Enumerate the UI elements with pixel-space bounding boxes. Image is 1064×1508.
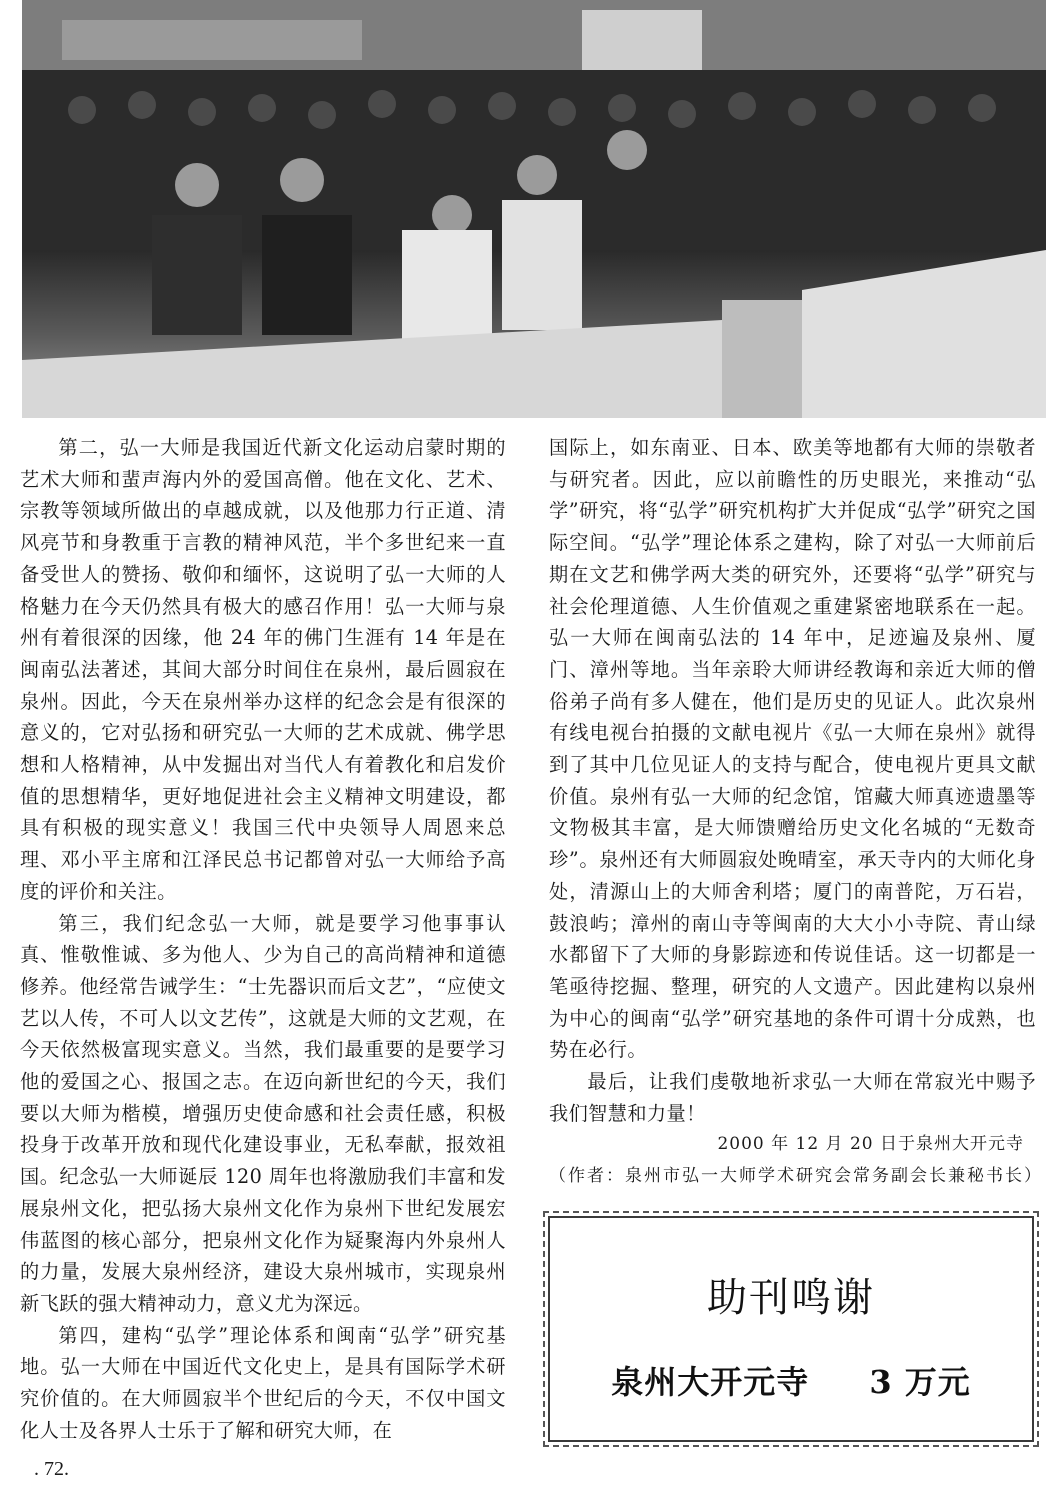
- meeting-photo: [22, 0, 1046, 418]
- paragraph-fourth: 第四，建构“弘学”理论体系和闽南“弘学”研究基地。弘一大师在中国近代文化史上，是具有国际学术研究价值的。在大师圆寂半个世纪后的今天，不仅中国文化人士及各界人士乐于了解和研究大师，在: [20, 1323, 506, 1442]
- meeting-photo-graphic: [22, 0, 1046, 418]
- acknowledgement-box: [548, 1216, 1034, 1442]
- donation-amount: 3 万元: [869, 1363, 971, 1401]
- donor-name: 泉州大开元寺: [611, 1363, 810, 1401]
- author-note: （作者：泉州市弘一大师学术研究会常务副会长兼秘书长）: [549, 1166, 1043, 1187]
- right-text-column: [549, 432, 1043, 1191]
- left-text-column: [20, 432, 506, 1447]
- acknowledgement-title: 助刊鸣谢: [707, 1275, 875, 1321]
- paragraph-closing: 最后，让我们虔敬地祈求弘一大师在常寂光中赐予我们智慧和力量！: [549, 1070, 1036, 1125]
- page-number: . 72.: [34, 1458, 69, 1480]
- signature-date: 2000 年 12 月 20 日于泉州大开元寺: [717, 1134, 1024, 1155]
- paragraph-fourth-continued: 国际上，如东南亚、日本、欧美等地都有大师的崇敬者与研究者。因此，应以前瞻性的历史眼光，来推动“弘学”研究，将“弘学”研究机构扩大并促成“弘学”研究之国际空间。“弘学”理论体系之建构，除了对弘一大师前后期在文艺和佛学两大类的研究外，还要将“弘学”研究与社会伦理道德、人生价值观之重建紧密地联系在一起。弘一大师在闽南弘法的 14 年中，足迹遍及泉州、厦门、漳州等地。当年亲聆大师讲经教诲和亲近大师的僧俗弟子尚有多人健在，他们是历史的见证人。此次泉州有线电视台拍摄的文献电视片《弘一大师在泉州》就得到了其中几位见证人的支持与配合，使电视片更具文献价值。泉州有弘一大师的纪念馆，馆藏大师真迹遗墨等文物极其丰富，是大师馈赠给历史文化名城的“无数奇珍”。泉州还有大师圆寂处晚晴室，承天寺内的大师化身处，清源山上的大师舍利塔；厦门的南普陀，万石岩，鼓浪屿；漳州的南山寺等闽南的大大小小寺院、青山绿水都留下了大师的身影踪迹和传说佳话。这一切都是一笔亟待挖掘、整理，研究的人文遗产。因此建构以泉州为中心的闽南“弘学”研究基地的条件可谓十分成熟，也势在必行。: [549, 436, 1036, 1062]
- paragraph-third: 第三，我们纪念弘一大师，就是要学习他事事认真、惟敬惟诚、多为他人、少为自己的高尚精神和道德修养。他经常告诫学生：“士先器识而后文艺”，“应使文艺以人传，不可人以文艺传”，这就是大师的文艺观，在今天依然极富现实意义。当然，我们最重要的是要学习他的爱国之心、报国之志。在迈向新世纪的今天，我们要以大师为楷模，增强历史使命感和社会责任感，积极投身于改革开放和现代化建设事业，无私奉献，报效祖国。纪念弘一大师诞辰 120 周年也将激励我们丰富和发展泉州文化，把弘扬大泉州文化作为泉州下世纪发展宏伟蓝图的核心部分，把泉州文化作为疑聚海内外泉州人的力量，发展大泉州经济，建设大泉州城市，实现泉州新飞跃的强大精神动力，意义尤为深远。: [20, 911, 506, 1315]
- paragraph-second: 第二，弘一大师是我国近代新文化运动启蒙时期的艺术大师和蜚声海内外的爱国高僧。他在文化、艺术、宗教等领域所做出的卓越成就，以及他那力行正道、清风亮节和身教重于言教的精神风范，半个多世纪来一直备受世人的赞扬、敬仰和缅怀，这说明了弘一大师的人格魅力在今天仍然具有极大的感召作用！弘一大师与泉州有着很深的因缘，他 24 年的佛门生涯有 14 年是在闽南弘法著述，其间大部分时间住在泉州，最后圆寂在泉州。因此，今天在泉州举办这样的纪念会是有很深的意义的，它对弘扬和研究弘一大师的艺术成就、佛学思想和人格精神，从中发掘出对当代人有着教化和启发价值的思想精华，更好地促进社会主义精神文明建设，都具有积极的现实意义！我国三代中央领导人周恩来总理、邓小平主席和江泽民总书记都曾对弘一大师给予高度的评价和关注。: [20, 436, 506, 903]
- donation-line: [550, 1357, 1032, 1403]
